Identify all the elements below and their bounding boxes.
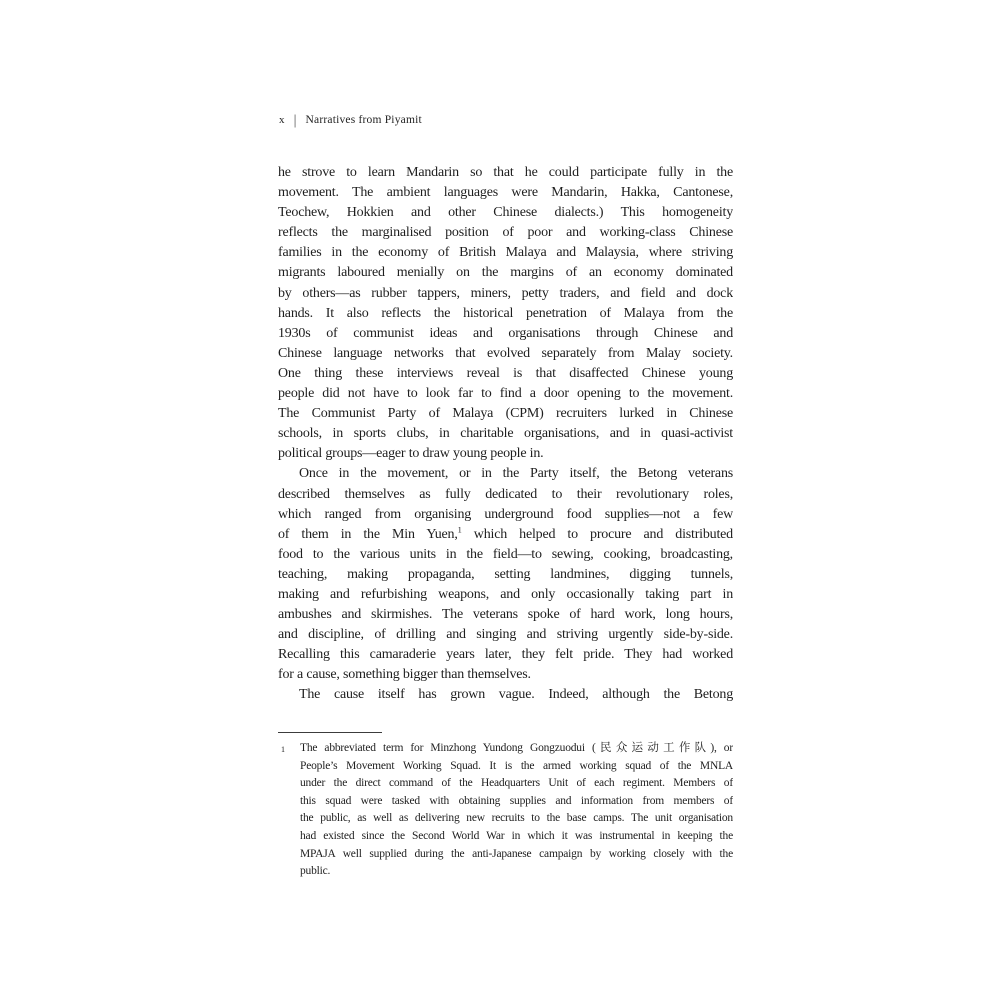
text-line: Once in the movement, or in the Party itself, the Betong veterans — [299, 466, 733, 482]
text-line: described themselves as fully dedicated to their revolutionary roles, — [278, 486, 733, 502]
text-line: Recalling this camaraderie years later, they felt pride. They had worked — [278, 647, 733, 663]
text-line: under the direct command of the Headquarters Unit of each regiment. Members of — [300, 777, 733, 790]
text-line: Chinese language networks that evolved separately from Malay society. — [278, 345, 733, 361]
text-line: families in the economy of British Malaya and Malaysia, where striving — [278, 245, 733, 261]
text-line: public. — [300, 865, 331, 878]
text-line: and discipline, of drilling and singing and striving urgently side-by-side. — [278, 627, 733, 643]
page-number: x — [279, 114, 285, 126]
text-line: reflects the marginalised position of poor and working-class Chinese — [278, 225, 733, 241]
text-line: Teochew, Hokkien and other Chinese dialects.) This homogeneity — [278, 205, 733, 221]
text-line: he strove to learn Mandarin so that he could participate fully in the — [278, 165, 733, 180]
text-line: which ranged from organising underground food supplies—not a few — [278, 506, 733, 522]
text-line: hands. It also reflects the historical penetration of Malaya from the — [278, 305, 733, 321]
text-line: movement. The ambient languages were Mandarin, Hakka, Cantonese, — [278, 185, 733, 201]
text-line: people did not have to look far to find a door opening to the movement. — [278, 386, 733, 402]
body-text — [278, 163, 733, 706]
footnote-marker: 1 — [281, 745, 285, 754]
text-line: by others—as rubber tappers, miners, petty traders, and field and dock — [278, 285, 733, 301]
running-header — [279, 112, 422, 128]
running-title: Narratives from Piyamit — [305, 114, 422, 126]
text-line: One thing these interviews reveal is that disaffected Chinese young — [278, 365, 733, 381]
text-line: 1930s of communist ideas and organisations through Chinese and — [278, 325, 733, 341]
text-line: the public, as well as delivering new recruits to the base camps. The unit organisation — [300, 812, 733, 825]
text-line: had existed since the Second World War in which it was instrumental in keeping the — [300, 829, 733, 842]
text-line: ambushes and skirmishes. The veterans spoke of hard work, long hours, — [278, 607, 733, 623]
footnote-rule — [278, 732, 382, 733]
text-line: migrants laboured menially on the margins of an economy dominated — [278, 265, 733, 281]
footnote-reference: 1 — [457, 525, 462, 535]
text-line: The abbreviated term for Minzhong Yundong Gongzuodui (民众运动工作队), or — [300, 742, 733, 754]
text-line: food to the various units in the field—to sewing, cooking, broadcasting, — [278, 546, 733, 562]
text-line: for a cause, something bigger than themselves. — [278, 667, 531, 683]
text-line: teaching, making propaganda, setting landmines, digging tunnels, — [278, 566, 733, 582]
text-line: The Communist Party of Malaya (CPM) recruiters lurked in Chinese — [278, 406, 733, 422]
text-line: MPAJA well supplied during the anti-Japanese campaign by working closely with the — [300, 847, 733, 860]
text-line: making and refurbishing weapons, and only occasionally taking part in — [278, 586, 733, 602]
text-line: People’s Movement Working Squad. It is the armed working squad of the MNLA — [300, 759, 733, 772]
footnote — [278, 740, 733, 881]
text-line: this squad were tasked with obtaining supplies and information from members of — [300, 794, 733, 807]
text-line: of them in the Min Yuen,$^1$ which helped to procure and distributed — [278, 525, 733, 542]
text-line: schools, in sports clubs, in charitable organisations, and in quasi-activist — [278, 426, 733, 442]
header-separator: | — [293, 111, 297, 128]
text-line: political groups—eager to draw young people in. — [278, 446, 544, 462]
footnote-text — [278, 740, 733, 881]
text-line: The cause itself has grown vague. Indeed, although the Betong — [299, 687, 733, 703]
